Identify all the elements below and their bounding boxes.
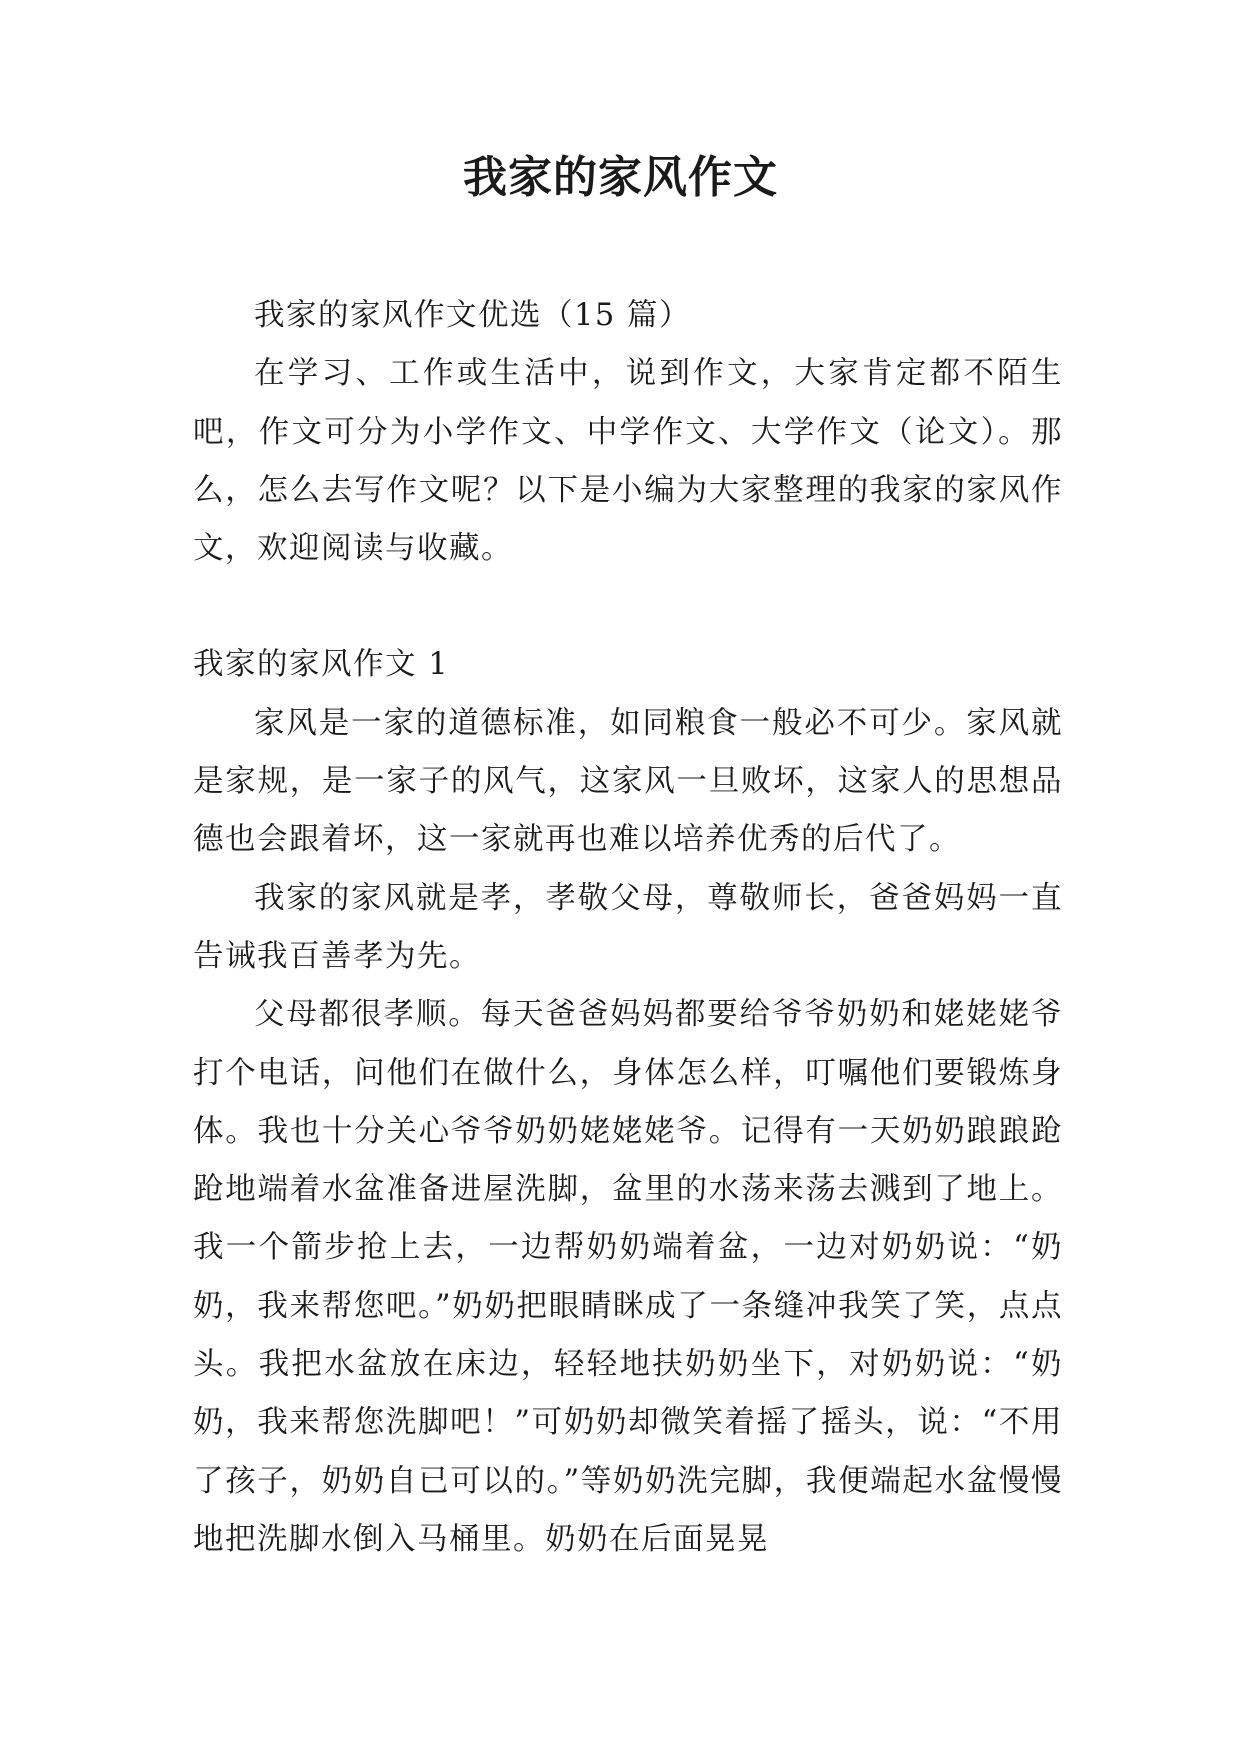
paragraph-gap [193, 578, 1063, 636]
body-paragraph: 父母都很孝顺。每天爸爸妈妈都要给爷爷奶奶和姥姥姥爷打个电话，问他们在做什么，身体怎么样，叮嘱他们要锻炼身体。我也十分关心爷爷奶奶姥姥姥爷。记得有一天奶奶踉踉跄跄地端着水盆准备进屋洗脚，盆里的水荡来荡去溅到了地上。我一个箭步抢上去，一边帮奶奶端着盆，一边对奶奶说：“奶奶，我来帮您吧。”奶奶把眼睛眯成了一条缝冲我笑了笑，点点头。我把水盆放在床边，轻轻地扶奶奶坐下，对奶奶说：“奶奶，我来帮您洗脚吧！”可奶奶却微笑着摇了摇头，说：“不用了孩子，奶奶自已可以的。”等奶奶洗完脚，我便端起水盆慢慢地把洗脚水倒入马桶里。奶奶在后面晃晃 [193, 997, 1063, 1557]
intro-paragraph: 在学习、工作或生活中，说到作文，大家肯定都不陌生吧，作文可分为小学作文、中学作文、大学作文（论文）。那么，怎么去写作文呢？以下是小编为大家整理的我家的家风作文，欢迎阅读与收藏。 [193, 356, 1063, 567]
section-heading: 我家的家风作文 1 [193, 647, 450, 683]
body-paragraph: 家风是一家的道德标准，如同粮食一般必不可少。家风就是家规，是一家子的风气，这家风一旦败坏，这家人的思想品德也会跟着坏，这一家就再也难以培养优秀的后代了。 [193, 705, 1063, 858]
document-subtitle: 我家的家风作文优选（15 篇） [254, 298, 692, 333]
document-body [193, 287, 1063, 1569]
document-title: 我家的家风作文 [463, 152, 778, 203]
body-paragraph: 我家的家风就是孝，孝敬父母，尊敬师长，爸爸妈妈一直告诫我百善孝为先。 [193, 880, 1063, 974]
